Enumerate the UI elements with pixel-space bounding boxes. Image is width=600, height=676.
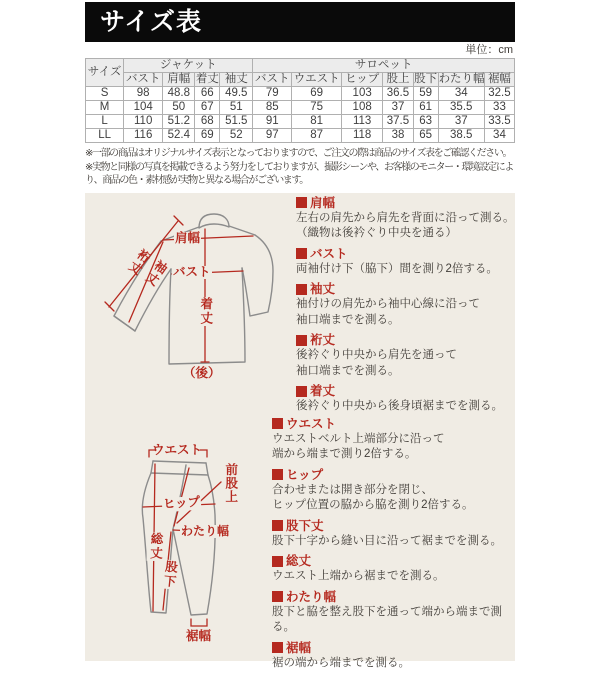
cell: 79 <box>253 87 292 101</box>
definition-item <box>272 590 515 636</box>
cell: 113 <box>342 115 383 129</box>
cell: 68 <box>195 115 220 129</box>
cell: 85 <box>253 101 292 115</box>
definition-item <box>296 384 517 415</box>
definition-term: 裄丈 <box>296 333 517 347</box>
hem-width-bracket <box>191 619 207 626</box>
definition-line: （織物は後衿ぐり中央を通る） <box>296 226 517 242</box>
pants-diagram <box>85 430 270 658</box>
cell: 51 <box>220 101 253 115</box>
definition-line: 合わせまたは開き部分を閉じ、 <box>272 483 515 499</box>
definition-term: 裾幅 <box>272 641 515 655</box>
col-header: バスト <box>253 73 292 87</box>
pants-definitions <box>272 417 515 676</box>
definition-item <box>296 333 517 379</box>
definition-term: 股下丈 <box>272 519 515 533</box>
cell: 69 <box>195 129 220 143</box>
definition-term: 総丈 <box>272 554 515 568</box>
bullet-square-icon <box>272 642 283 653</box>
definition-item <box>272 417 515 463</box>
definition-line: ヒップ位置の脇から脇を測り2倍する。 <box>272 498 515 514</box>
cell: 51.5 <box>220 115 253 129</box>
row-size: M <box>86 101 124 115</box>
cell: 116 <box>124 129 163 143</box>
jacket-label-body-length: 着丈 <box>197 297 213 326</box>
definition-line: 袖付けの肩先から袖中心線に沿って <box>296 297 517 313</box>
disclaimer-notes <box>85 147 515 188</box>
definition-line: 股下と脇を整え股下を通って端から端まで測る。 <box>272 605 515 636</box>
pants-label-thigh-width: わたり幅 <box>180 525 230 538</box>
definition-line: 後衿ぐり中央から肩先を通って <box>296 348 517 364</box>
row-size: LL <box>86 129 124 143</box>
table-row <box>86 87 515 101</box>
cell: 87 <box>292 129 342 143</box>
definition-item <box>296 247 517 278</box>
cell: 37 <box>383 101 413 115</box>
cell: 98 <box>124 87 163 101</box>
cell: 36.5 <box>383 87 413 101</box>
pants-label-inseam: 股下 <box>160 559 179 589</box>
size-chart-page <box>0 2 600 662</box>
definition-line: ウエストベルト上端部分に沿って <box>272 432 515 448</box>
pants-diagram-svg <box>85 430 270 658</box>
cell: 75 <box>292 101 342 115</box>
group-header-salopette: サロペット <box>253 59 515 73</box>
cell: 91 <box>253 115 292 129</box>
table-row <box>86 101 515 115</box>
unit-label: 単位：cm <box>85 44 513 56</box>
definition-item <box>296 196 517 242</box>
definition-line: 股下十字から縫い目に沿って裾までを測る。 <box>272 534 515 550</box>
cell: 38 <box>383 129 413 143</box>
pants-label-hip: ヒップ <box>162 495 202 511</box>
col-header: 袖丈 <box>220 73 253 87</box>
cell: 38.5 <box>438 129 484 143</box>
definition-line: 袖口端までを測る。 <box>296 313 517 329</box>
bullet-square-icon <box>272 469 283 480</box>
bullet-square-icon <box>272 418 283 429</box>
cell: 66 <box>195 87 220 101</box>
definition-item <box>272 468 515 514</box>
col-header: わたり幅 <box>438 73 484 87</box>
cell: 59 <box>413 87 438 101</box>
cell: 51.2 <box>163 115 195 129</box>
cell: 49.5 <box>220 87 253 101</box>
table-row <box>86 129 515 143</box>
col-header: バスト <box>124 73 163 87</box>
definition-term: ヒップ <box>272 468 515 482</box>
cell: 48.8 <box>163 87 195 101</box>
definition-item <box>296 282 517 328</box>
pants-label-front-rise: 前股上 <box>223 463 237 504</box>
definition-item <box>272 554 515 585</box>
definition-line: 左右の肩先から肩先を背面に沿って測る。 <box>296 211 517 227</box>
row-size: L <box>86 115 124 129</box>
definition-term: 肩幅 <box>296 196 517 210</box>
cell: 81 <box>292 115 342 129</box>
cell: 33 <box>484 101 514 115</box>
page-title-bar <box>85 2 515 42</box>
bullet-square-icon <box>296 335 307 346</box>
bullet-square-icon <box>296 284 307 295</box>
definition-term: 袖丈 <box>296 282 517 296</box>
col-header: 裾幅 <box>484 73 514 87</box>
jacket-label-back-view: （後） <box>183 367 221 381</box>
definition-item <box>272 519 515 550</box>
col-header: ウエスト <box>292 73 342 87</box>
cell: 97 <box>253 129 292 143</box>
bullet-square-icon <box>296 197 307 208</box>
definition-term: ウエスト <box>272 417 515 431</box>
definition-term: バスト <box>296 247 517 261</box>
cell: 34 <box>438 87 484 101</box>
cell: 61 <box>413 101 438 115</box>
definition-line: 後衿ぐり中央から後身頃裾までを測る。 <box>296 399 517 415</box>
definition-line: ウエスト上端から裾までを測る。 <box>272 569 515 585</box>
bullet-square-icon <box>296 386 307 397</box>
cell: 32.5 <box>484 87 514 101</box>
jacket-label-yuki-length: 裄丈 <box>124 245 152 277</box>
col-header: ヒップ <box>342 73 383 87</box>
definition-line: 両袖付け下（脇下）間を測り2倍する。 <box>296 262 517 278</box>
size-column-header: サイズ <box>86 59 124 87</box>
bullet-square-icon <box>272 556 283 567</box>
cell: 52 <box>220 129 253 143</box>
col-header: 着丈 <box>195 73 220 87</box>
cell: 65 <box>413 129 438 143</box>
definition-line: 裾の端から端までを測る。 <box>272 656 515 672</box>
cell: 37.5 <box>383 115 413 129</box>
pants-label-hem-width: 裾幅 <box>186 630 211 644</box>
definition-line: 端から端まで測り2倍する。 <box>272 447 515 463</box>
group-header-jacket: ジャケット <box>124 59 253 73</box>
measurement-guide-panel <box>85 193 515 661</box>
jacket-label-shoulder-width: 肩幅 <box>174 232 201 246</box>
col-header: 股下 <box>413 73 438 87</box>
table-row <box>86 115 515 129</box>
cell: 63 <box>413 115 438 129</box>
jacket-label-sleeve-length: 袖丈 <box>141 256 169 288</box>
col-header: 股上 <box>383 73 413 87</box>
definition-term: 着丈 <box>296 384 517 398</box>
jacket-diagram-svg <box>85 195 291 395</box>
cell: 69 <box>292 87 342 101</box>
definition-term: わたり幅 <box>272 590 515 604</box>
cell: 52.4 <box>163 129 195 143</box>
cell: 34 <box>484 129 514 143</box>
cell: 67 <box>195 101 220 115</box>
note-line: ※一部の商品はオリジナルサイズ表示となっておりますので、ご注文の際は商品のサイズ表をご確認ください。 <box>85 147 515 161</box>
note-line: ※実物と同様の写真を掲載できるよう努力をしておりますが、撮影シーンや、お客様のモニター・環境設定により、商品の色・素材感が実物と異なる場合がございます。 <box>85 161 515 188</box>
cell: 35.5 <box>438 101 484 115</box>
col-header: 肩幅 <box>163 73 195 87</box>
cell: 103 <box>342 87 383 101</box>
jacket-diagram <box>85 195 291 395</box>
cell: 33.5 <box>484 115 514 129</box>
pants-label-total-length: 総丈 <box>146 531 163 561</box>
cell: 108 <box>342 101 383 115</box>
cell: 104 <box>124 101 163 115</box>
size-table <box>85 58 515 143</box>
bullet-square-icon <box>272 520 283 531</box>
page-title: サイズ表 <box>100 8 202 36</box>
row-size: S <box>86 87 124 101</box>
definition-line: 袖口端までを測る。 <box>296 364 517 380</box>
jacket-definitions <box>296 196 517 420</box>
cell: 110 <box>124 115 163 129</box>
cell: 50 <box>163 101 195 115</box>
cell: 118 <box>342 129 383 143</box>
bullet-square-icon <box>296 248 307 259</box>
pants-label-waist: ウエスト <box>152 444 202 458</box>
bullet-square-icon <box>272 591 283 602</box>
jacket-label-bust: バスト <box>172 266 212 280</box>
definition-item <box>272 641 515 672</box>
cell: 37 <box>438 115 484 129</box>
